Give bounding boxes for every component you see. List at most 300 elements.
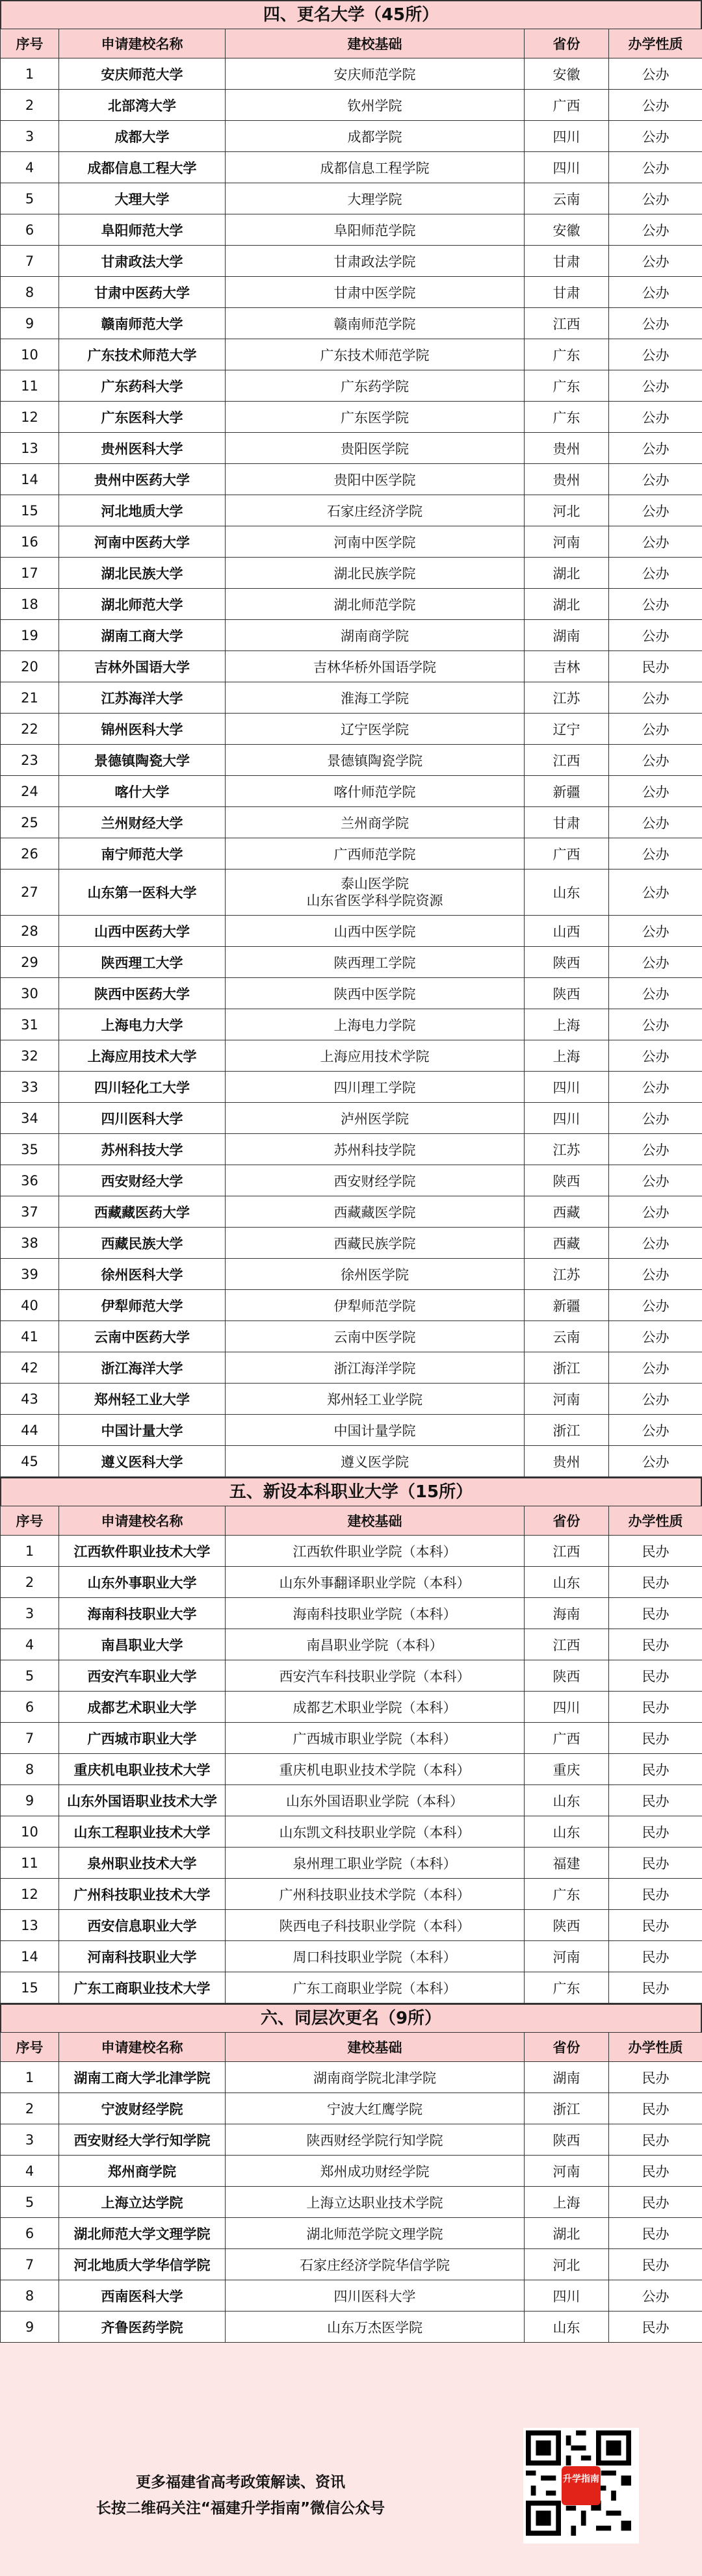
cell-school-name: 云南中医药大学 [59, 1321, 226, 1352]
cell-province: 江西 [525, 1536, 609, 1567]
cell-nature: 公办 [609, 1446, 702, 1477]
cell-province: 甘肃 [525, 246, 609, 277]
cell-province: 浙江 [525, 2093, 609, 2124]
cell-index: 32 [1, 1040, 59, 1072]
cell-index: 19 [1, 620, 59, 651]
table-row [1, 947, 702, 978]
cell-school-name: 苏州科技大学 [59, 1134, 226, 1165]
section-title: 五、新设本科职业大学（15所） [0, 1477, 702, 1506]
cell-province: 山东 [525, 869, 609, 916]
cell-basis: 大理学院 [226, 183, 525, 214]
cell-nature: 公办 [609, 682, 702, 714]
cell-basis: 山东万杰医学院 [226, 2312, 525, 2343]
cell-nature: 民办 [609, 1941, 702, 1972]
header-basis: 建校基础 [226, 29, 525, 58]
cell-school-name: 江苏海洋大学 [59, 682, 226, 714]
cell-nature: 公办 [609, 90, 702, 121]
cell-basis: 湖北师范学院文理学院 [226, 2218, 525, 2249]
cell-basis: 甘肃政法学院 [226, 246, 525, 277]
cell-basis: 石家庄经济学院华信学院 [226, 2249, 525, 2280]
cell-basis: 广东工商职业学院（本科） [226, 1972, 525, 2003]
cell-basis: 郑州成功财经学院 [226, 2156, 525, 2187]
cell-school-name: 西藏民族大学 [59, 1228, 226, 1259]
cell-school-name: 湖南工商大学 [59, 620, 226, 651]
cell-school-name: 成都艺术职业大学 [59, 1692, 226, 1723]
cell-province: 安徽 [525, 58, 609, 90]
cell-school-name: 泉州职业技术大学 [59, 1848, 226, 1879]
table-row [1, 651, 702, 682]
cell-school-name: 甘肃政法大学 [59, 246, 226, 277]
qr-code[interactable] [523, 2428, 639, 2544]
table-row [1, 1567, 702, 1598]
cell-province: 广东 [525, 339, 609, 370]
header-index: 序号 [1, 2033, 59, 2062]
cell-province: 山东 [525, 1785, 609, 1816]
cell-index: 2 [1, 1567, 59, 1598]
cell-nature: 公办 [609, 978, 702, 1009]
cell-basis: 上海电力学院 [226, 1009, 525, 1040]
cell-school-name: 海南科技职业大学 [59, 1598, 226, 1629]
cell-basis: 淮海工学院 [226, 682, 525, 714]
cell-index: 10 [1, 1816, 59, 1848]
cell-nature: 民办 [609, 1536, 702, 1567]
cell-basis-line: 山东省医学科学院资源 [306, 893, 443, 908]
table-row [1, 2062, 702, 2093]
cell-index: 11 [1, 1848, 59, 1879]
table-row [1, 2124, 702, 2156]
cell-basis: 湖北民族学院 [226, 558, 525, 589]
cell-index: 7 [1, 2249, 59, 2280]
header-basis: 建校基础 [226, 2033, 525, 2062]
cell-index: 45 [1, 1446, 59, 1477]
table-row [1, 589, 702, 620]
cell-school-name: 江西软件职业技术大学 [59, 1536, 226, 1567]
cell-index: 15 [1, 495, 59, 526]
cell-nature: 民办 [609, 1910, 702, 1941]
cell-basis: 喀什师范学院 [226, 776, 525, 807]
cell-nature: 公办 [609, 558, 702, 589]
cell-province: 陕西 [525, 947, 609, 978]
cell-province: 新疆 [525, 1290, 609, 1321]
cell-nature: 公办 [609, 838, 702, 869]
cell-basis: 广东药学院 [226, 370, 525, 402]
cell-nature: 民办 [609, 1598, 702, 1629]
section-3 [0, 2003, 702, 2343]
cell-index: 34 [1, 1103, 59, 1134]
cell-school-name: 山西中医药大学 [59, 916, 226, 947]
cell-province: 陕西 [525, 1910, 609, 1941]
table-row [1, 1009, 702, 1040]
cell-nature: 民办 [609, 1567, 702, 1598]
cell-nature: 公办 [609, 1290, 702, 1321]
cell-index: 31 [1, 1009, 59, 1040]
cell-nature: 公办 [609, 214, 702, 246]
cell-province: 安徽 [525, 214, 609, 246]
cell-basis: 西安汽车科技职业学院（本科） [226, 1660, 525, 1692]
cell-province: 河南 [525, 1941, 609, 1972]
table-row [1, 1228, 702, 1259]
table-row [1, 2312, 702, 2343]
cell-province: 四川 [525, 152, 609, 183]
cell-index: 6 [1, 1692, 59, 1723]
cell-basis: 贵阳医学院 [226, 433, 525, 464]
cell-province: 西藏 [525, 1196, 609, 1228]
cell-school-name: 上海立达学院 [59, 2187, 226, 2218]
cell-basis: 周口科技职业学院（本科） [226, 1941, 525, 1972]
cell-province: 甘肃 [525, 807, 609, 838]
table-row [1, 1972, 702, 2003]
cell-index: 7 [1, 1723, 59, 1754]
cell-basis: 伊犁师范学院 [226, 1290, 525, 1321]
school-table [0, 2032, 702, 2343]
cell-index: 22 [1, 714, 59, 745]
cell-nature: 民办 [609, 2124, 702, 2156]
section-2 [0, 1477, 702, 2003]
cell-basis: 山西中医学院 [226, 916, 525, 947]
table-row [1, 58, 702, 90]
table-row [1, 1910, 702, 1941]
cell-province: 陕西 [525, 978, 609, 1009]
cell-index: 20 [1, 651, 59, 682]
cell-index: 12 [1, 1879, 59, 1910]
cell-school-name: 重庆机电职业技术大学 [59, 1754, 226, 1785]
cell-index: 2 [1, 90, 59, 121]
cell-index: 28 [1, 916, 59, 947]
cell-province: 贵州 [525, 1446, 609, 1477]
cell-basis: 陕西财经学院行知学院 [226, 2124, 525, 2156]
cell-school-name: 广东医科大学 [59, 402, 226, 433]
school-table [0, 1506, 702, 2003]
cell-index: 14 [1, 464, 59, 495]
cell-basis: 广州科技职业技术学院（本科） [226, 1879, 525, 1910]
cell-nature: 公办 [609, 745, 702, 776]
cell-basis: 陕西理工学院 [226, 947, 525, 978]
table-row [1, 2093, 702, 2124]
cell-province: 贵州 [525, 464, 609, 495]
footer-line-1: 更多福建省高考政策解读、资讯 [136, 2474, 345, 2491]
cell-nature: 民办 [609, 1692, 702, 1723]
cell-province: 广西 [525, 1723, 609, 1754]
cell-basis: 安庆师范学院 [226, 58, 525, 90]
cell-basis: 贵阳中医学院 [226, 464, 525, 495]
table-row [1, 1692, 702, 1723]
table-row [1, 1259, 702, 1290]
cell-basis: 兰州商学院 [226, 807, 525, 838]
table-row [1, 978, 702, 1009]
table-row [1, 745, 702, 776]
header-nature: 办学性质 [609, 1506, 702, 1536]
cell-school-name: 湖南工商大学北津学院 [59, 2062, 226, 2093]
table-header-row [1, 1506, 702, 1536]
table-row [1, 1290, 702, 1321]
cell-basis: 景德镇陶瓷学院 [226, 745, 525, 776]
cell-province: 陕西 [525, 1660, 609, 1692]
cell-index: 39 [1, 1259, 59, 1290]
cell-nature: 公办 [609, 1228, 702, 1259]
cell-nature: 公办 [609, 183, 702, 214]
cell-school-name: 景德镇陶瓷大学 [59, 745, 226, 776]
cell-school-name: 安庆师范大学 [59, 58, 226, 90]
table-row [1, 121, 702, 152]
cell-nature: 民办 [609, 2312, 702, 2343]
cell-basis: 西藏民族学院 [226, 1228, 525, 1259]
cell-nature: 公办 [609, 807, 702, 838]
cell-index: 43 [1, 1384, 59, 1415]
header-basis: 建校基础 [226, 1506, 525, 1536]
header-index: 序号 [1, 1506, 59, 1536]
cell-province: 广东 [525, 402, 609, 433]
cell-province: 广东 [525, 1972, 609, 2003]
cell-index: 15 [1, 1972, 59, 2003]
table-row [1, 1941, 702, 1972]
table-row [1, 2156, 702, 2187]
cell-basis: 石家庄经济学院 [226, 495, 525, 526]
cell-school-name: 成都大学 [59, 121, 226, 152]
table-row [1, 526, 702, 558]
cell-nature: 公办 [609, 1384, 702, 1415]
cell-index: 9 [1, 2312, 59, 2343]
cell-basis: 成都艺术职业学院（本科） [226, 1692, 525, 1723]
cell-index: 36 [1, 1165, 59, 1196]
cell-province: 江西 [525, 308, 609, 339]
cell-school-name: 西安财经大学 [59, 1165, 226, 1196]
cell-nature: 民办 [609, 2218, 702, 2249]
cell-province: 江西 [525, 1629, 609, 1660]
header-school-name: 申请建校名称 [59, 2033, 226, 2062]
cell-index: 5 [1, 183, 59, 214]
cell-nature: 公办 [609, 1415, 702, 1446]
cell-school-name: 徐州医科大学 [59, 1259, 226, 1290]
cell-index: 29 [1, 947, 59, 978]
table-row [1, 2249, 702, 2280]
cell-basis: 阜阳师范学院 [226, 214, 525, 246]
cell-school-name: 郑州商学院 [59, 2156, 226, 2187]
cell-province: 河北 [525, 495, 609, 526]
cell-nature: 公办 [609, 947, 702, 978]
table-row [1, 1446, 702, 1477]
cell-province: 浙江 [525, 1352, 609, 1384]
cell-index: 40 [1, 1290, 59, 1321]
cell-index: 27 [1, 869, 59, 916]
header-province: 省份 [525, 2033, 609, 2062]
cell-basis: 成都信息工程学院 [226, 152, 525, 183]
cell-nature: 民办 [609, 2249, 702, 2280]
cell-nature: 公办 [609, 246, 702, 277]
cell-nature: 民办 [609, 1785, 702, 1816]
cell-basis: 广西城市职业学院（本科） [226, 1723, 525, 1754]
cell-index: 21 [1, 682, 59, 714]
cell-basis: 泉州理工职业学院（本科） [226, 1848, 525, 1879]
cell-nature: 民办 [609, 1848, 702, 1879]
cell-basis: 苏州科技学院 [226, 1134, 525, 1165]
cell-index: 1 [1, 2062, 59, 2093]
table-row [1, 1196, 702, 1228]
cell-school-name: 西安财经大学行知学院 [59, 2124, 226, 2156]
cell-nature: 民办 [609, 2062, 702, 2093]
cell-province: 河北 [525, 2249, 609, 2280]
table-row [1, 402, 702, 433]
cell-province: 山东 [525, 1567, 609, 1598]
table-row [1, 339, 702, 370]
cell-province: 西藏 [525, 1228, 609, 1259]
cell-province: 甘肃 [525, 277, 609, 308]
table-row [1, 308, 702, 339]
cell-index: 8 [1, 2280, 59, 2312]
cell-index: 25 [1, 807, 59, 838]
cell-nature: 民办 [609, 651, 702, 682]
cell-province: 上海 [525, 2187, 609, 2218]
cell-school-name: 广东技术师范大学 [59, 339, 226, 370]
table-row [1, 1629, 702, 1660]
cell-school-name: 山东外国语职业技术大学 [59, 1785, 226, 1816]
cell-index: 26 [1, 838, 59, 869]
cell-school-name: 广州科技职业技术大学 [59, 1879, 226, 1910]
cell-province: 江苏 [525, 1134, 609, 1165]
cell-nature: 公办 [609, 1352, 702, 1384]
table-row [1, 90, 702, 121]
cell-school-name: 上海电力大学 [59, 1009, 226, 1040]
cell-school-name: 陕西中医药大学 [59, 978, 226, 1009]
cell-province: 上海 [525, 1040, 609, 1072]
cell-nature: 民办 [609, 2093, 702, 2124]
cell-school-name: 南昌职业大学 [59, 1629, 226, 1660]
cell-index: 1 [1, 58, 59, 90]
table-row [1, 682, 702, 714]
cell-basis: 浙江海洋学院 [226, 1352, 525, 1384]
cell-nature: 民办 [609, 1629, 702, 1660]
cell-school-name: 宁波财经学院 [59, 2093, 226, 2124]
header-nature: 办学性质 [609, 29, 702, 58]
cell-nature: 公办 [609, 121, 702, 152]
cell-index: 8 [1, 277, 59, 308]
table-row [1, 2187, 702, 2218]
cell-index: 41 [1, 1321, 59, 1352]
cell-basis: 辽宁医学院 [226, 714, 525, 745]
cell-nature: 公办 [609, 1321, 702, 1352]
cell-nature: 民办 [609, 2187, 702, 2218]
header-school-name: 申请建校名称 [59, 29, 226, 58]
cell-basis: 四川理工学院 [226, 1072, 525, 1103]
cell-index: 23 [1, 745, 59, 776]
cell-index: 4 [1, 2156, 59, 2187]
cell-index: 1 [1, 1536, 59, 1567]
cell-index: 13 [1, 433, 59, 464]
table-row [1, 1040, 702, 1072]
cell-school-name: 湖北师范大学文理学院 [59, 2218, 226, 2249]
cell-basis: 吉林华桥外国语学院 [226, 651, 525, 682]
table-row [1, 1754, 702, 1785]
cell-school-name: 大理大学 [59, 183, 226, 214]
cell-basis: 西藏藏医学院 [226, 1196, 525, 1228]
cell-province: 江苏 [525, 1259, 609, 1290]
cell-province: 湖北 [525, 2218, 609, 2249]
cell-nature: 公办 [609, 464, 702, 495]
header-index: 序号 [1, 29, 59, 58]
cell-province: 山东 [525, 2312, 609, 2343]
cell-nature: 公办 [609, 152, 702, 183]
cell-basis: 泸州医学院 [226, 1103, 525, 1134]
cell-school-name: 湖北民族大学 [59, 558, 226, 589]
table-row [1, 620, 702, 651]
cell-basis: 海南科技职业学院（本科） [226, 1598, 525, 1629]
cell-school-name: 郑州轻工业大学 [59, 1384, 226, 1415]
cell-nature: 公办 [609, 869, 702, 916]
cell-nature: 民办 [609, 1754, 702, 1785]
cell-basis: 广东医学院 [226, 402, 525, 433]
table-row [1, 370, 702, 402]
cell-nature: 民办 [609, 1723, 702, 1754]
cell-school-name: 齐鲁医药学院 [59, 2312, 226, 2343]
cell-index: 4 [1, 152, 59, 183]
cell-basis: 甘肃中医学院 [226, 277, 525, 308]
cell-nature: 公办 [609, 495, 702, 526]
header-province: 省份 [525, 29, 609, 58]
table-row [1, 1879, 702, 1910]
cell-basis: 山东外事翻译职业学院（本科） [226, 1567, 525, 1598]
cell-school-name: 河南科技职业大学 [59, 1941, 226, 1972]
cell-basis: 陕西电子科技职业学院（本科） [226, 1910, 525, 1941]
table-row [1, 1785, 702, 1816]
cell-province: 四川 [525, 2280, 609, 2312]
table-row [1, 807, 702, 838]
table-row [1, 2280, 702, 2312]
cell-index: 9 [1, 1785, 59, 1816]
cell-nature: 公办 [609, 1165, 702, 1196]
cell-school-name: 吉林外国语大学 [59, 651, 226, 682]
cell-school-name: 西藏藏医药大学 [59, 1196, 226, 1228]
table-row [1, 1415, 702, 1446]
cell-school-name: 贵州医科大学 [59, 433, 226, 464]
cell-school-name: 贵州中医药大学 [59, 464, 226, 495]
cell-province: 山东 [525, 1816, 609, 1848]
cell-basis: 广西师范学院 [226, 838, 525, 869]
cell-index: 11 [1, 370, 59, 402]
cell-nature: 公办 [609, 402, 702, 433]
cell-basis: 成都学院 [226, 121, 525, 152]
cell-province: 云南 [525, 1321, 609, 1352]
cell-school-name: 锦州医科大学 [59, 714, 226, 745]
cell-index: 3 [1, 1598, 59, 1629]
table-row [1, 1536, 702, 1567]
cell-school-name: 南宁师范大学 [59, 838, 226, 869]
table-row [1, 1848, 702, 1879]
cell-index: 35 [1, 1134, 59, 1165]
cell-basis: 西安财经学院 [226, 1165, 525, 1196]
cell-index: 17 [1, 558, 59, 589]
table-row [1, 558, 702, 589]
cell-province: 湖北 [525, 589, 609, 620]
header-nature: 办学性质 [609, 2033, 702, 2062]
cell-school-name: 西安汽车职业大学 [59, 1660, 226, 1692]
header-province: 省份 [525, 1506, 609, 1536]
cell-school-name: 山东工程职业技术大学 [59, 1816, 226, 1848]
header-school-name: 申请建校名称 [59, 1506, 226, 1536]
cell-nature: 公办 [609, 714, 702, 745]
cell-nature: 公办 [609, 370, 702, 402]
cell-school-name: 上海应用技术大学 [59, 1040, 226, 1072]
cell-index: 44 [1, 1415, 59, 1446]
cell-nature: 民办 [609, 1879, 702, 1910]
cell-school-name: 阜阳师范大学 [59, 214, 226, 246]
cell-province: 山西 [525, 916, 609, 947]
cell-province: 湖南 [525, 2062, 609, 2093]
cell-nature: 公办 [609, 916, 702, 947]
cell-school-name: 四川轻化工大学 [59, 1072, 226, 1103]
cell-school-name: 中国计量大学 [59, 1415, 226, 1446]
cell-school-name: 广西城市职业大学 [59, 1723, 226, 1754]
footer-line-2: 长按二维码关注“福建升学指南”微信公众号 [96, 2500, 385, 2517]
cell-school-name: 山东外事职业大学 [59, 1567, 226, 1598]
